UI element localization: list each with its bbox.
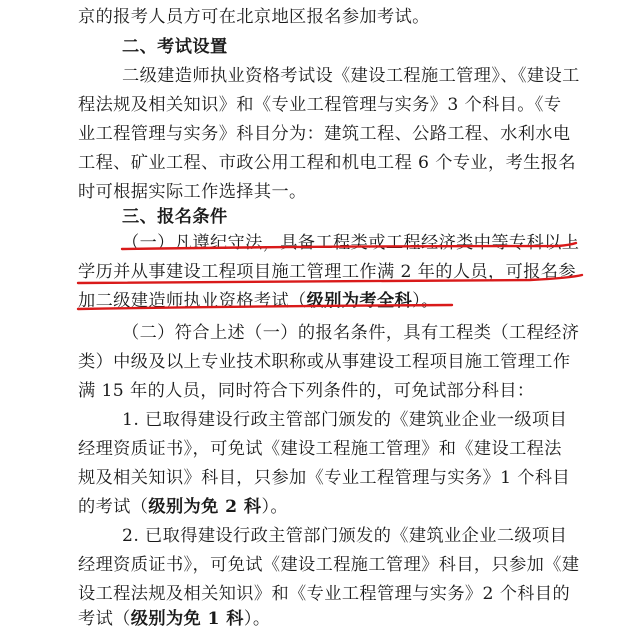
level-note-exempt-2: 级别为免 2 科 bbox=[148, 497, 262, 517]
text-line-22 bbox=[78, 608, 270, 630]
text-line-10: 学历并从事建设工程项目施工管理工作满 2 年的人员，可报名参 bbox=[78, 262, 576, 282]
text-segment: 的考试（ bbox=[78, 497, 149, 517]
text-segment: 考试（ bbox=[78, 609, 131, 629]
text-line-5: 业工程管理与实务》科目分为：建筑工程、公路工程、水利水电 bbox=[78, 124, 571, 144]
text-line-20: 经理资质证书》，可免试《建设工程施工管理》科目，只参加《建 bbox=[78, 555, 580, 575]
text-line-6: 工程、矿业工程、市政公用工程和机电工程 6 个专业，考生报名 bbox=[78, 153, 576, 173]
text-line-3: 二级建造师执业资格考试设《建设工程施工管理》、《建设工 bbox=[122, 66, 580, 86]
text-line-4: 程法规及相关知识》和《专业工程管理与实务》3 个科目。《专 bbox=[78, 95, 562, 115]
text-segment: ）。 bbox=[243, 609, 271, 629]
text-line-1: 京的报考人员方可在北京地区报名参加考试。 bbox=[78, 7, 430, 27]
level-note-exempt-1: 级别为免 1 科 bbox=[130, 609, 244, 629]
section-heading-exam-setup: 二、考试设置 bbox=[122, 37, 228, 57]
text-line-12: （二）符合上述（一）的报名条件，具有工程类（工程经济 bbox=[122, 323, 580, 343]
text-line-17: 规及相关知识》科目，只参加《专业工程管理与实务》1 个科目 bbox=[78, 468, 571, 488]
text-line-13: 类）中级及以上专业技术职称或从事建设工程项目施工管理工作 bbox=[78, 352, 571, 372]
text-line-14: 满 15 年的人员，同时符合下列条件的，可免试部分科目： bbox=[78, 381, 535, 401]
text-line-7: 时可根据实际工作选择其一。 bbox=[78, 182, 307, 202]
section-heading-requirements: 三、报名条件 bbox=[122, 207, 228, 227]
level-note-full: 级别为考全科 bbox=[306, 291, 413, 311]
text-line-19: 2. 已取得建设行政主管部门颁发的《建筑业企业二级项目 bbox=[122, 526, 568, 546]
text-line-21: 设工程法规及相关知识》和《专业工程管理与实务》2 个科目的 bbox=[78, 584, 571, 604]
text-line-16: 经理资质证书》，可免试《建设工程施工管理》和《建设工程法 bbox=[78, 439, 562, 459]
text-line-18 bbox=[78, 496, 288, 518]
text-line-9: （一）凡遵纪守法，具备工程类或工程经济类中等专科以上 bbox=[122, 233, 580, 253]
text-line-15: 1. 已取得建设行政主管部门颁发的《建筑业企业一级项目 bbox=[122, 410, 568, 430]
text-segment: ）。 bbox=[261, 497, 289, 517]
text-line-11 bbox=[78, 290, 439, 312]
text-segment: ）。 bbox=[412, 291, 439, 311]
text-segment: 加二级建造师执业资格考试（ bbox=[78, 291, 307, 311]
